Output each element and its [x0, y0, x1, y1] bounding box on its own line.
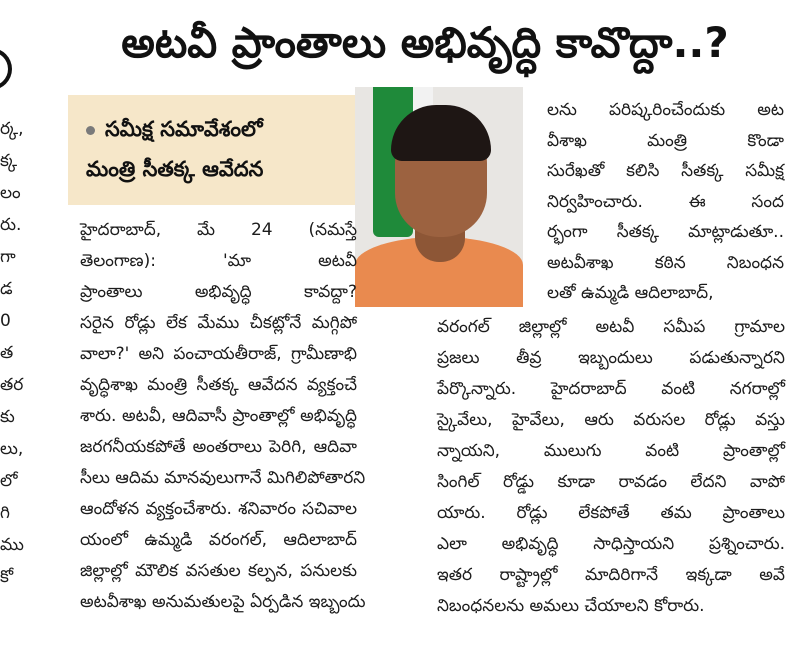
margin-fragment: ము: [0, 535, 24, 555]
text-line: స్కైవేలు, హైవేలు, ఆరు వరుసల రోడ్లు వస్తు: [437, 410, 785, 430]
text-line: జిల్లాల్లో మౌలిక వసతుల కల్పన, పనులకు: [80, 561, 357, 581]
text-line: సీలు ఆదిమ మానవులుగానే మిగిలిపోతారని: [80, 468, 366, 488]
bullet-icon: [86, 126, 95, 135]
text-line: నిర్వహించారు. ఈ సంద: [547, 191, 784, 212]
adjacent-article-fragment: [0, 0, 24, 646]
margin-fragment: రు.: [0, 215, 22, 235]
text-line: శారు. అటవీ, ఆదివాసీ ప్రాంతాల్లో అభివృద్ధి: [80, 406, 357, 426]
text-line: ఇతర రాష్ట్రాల్లో మాదిరిగానే ఇక్కడా అవే: [437, 565, 785, 585]
margin-fragment: గా: [0, 247, 16, 267]
margin-fragment: డ: [0, 279, 13, 299]
text-line: సింగిల్ రోడ్డు కూడా రావడం లేదని వాపో: [437, 472, 785, 492]
text-line: వీశాఖ మంత్రి కొండా: [547, 130, 784, 151]
text-line: లతో ఉమ్మడి ఆదిలాబాద్,: [547, 283, 714, 303]
margin-fragment: త: [0, 343, 14, 363]
margin-fragment: ర్క,: [0, 119, 24, 139]
text-line: న్నాయని, ములుగు వంటి ప్రాంతాల్లో: [437, 441, 785, 461]
margin-fragment: కో: [0, 567, 14, 587]
text-line: లను పరిష్కరించేందుకు అట: [547, 100, 784, 120]
article-headline: అటవీ ప్రాంతాలు అభివృద్ధి కావొద్దా..?: [121, 18, 729, 67]
margin-fragment: గి: [0, 503, 10, 523]
margin-fragment: కు: [0, 407, 15, 427]
margin-fragment: క్క: [0, 151, 18, 171]
subheading-line-2: మంత్రి సీతక్క ఆవేదన: [86, 157, 264, 181]
margin-fragment: లో: [0, 471, 18, 491]
text-line: నిబంధనలను అమలు చేయాలని కోరారు.: [437, 596, 705, 616]
minister-photo: [355, 87, 523, 298]
adjacent-headline-glyph: [0, 48, 12, 90]
text-line: ర్భంగా సీతక్క మాట్లాడుతూ..: [547, 222, 784, 242]
subheading-box: [68, 95, 355, 205]
text-line: తెలంగాణ): 'మా అటవీ: [80, 251, 357, 271]
text-line: జరగనీయకపోతే అంతరాలు పెరిగి, ఆదివా: [80, 437, 357, 457]
text-line: హైదరాబాద్, మే 24 (నమస్తే: [80, 220, 357, 240]
text-line: అటవీశాఖ అనుమతులపై ఏర్పడిన ఇబ్బందు: [80, 592, 366, 612]
text-line: ప్రాంతాలు అభివృద్ధి కావద్దా?: [80, 282, 357, 302]
text-line: ప్రజలు తీవ్ర ఇబ్బందులు పడుతున్నారని: [437, 348, 785, 368]
text-line: ఆందోళన వ్యక్తంచేశారు. శనివారం సచివాల: [80, 499, 357, 519]
margin-fragment: తర: [0, 375, 24, 395]
text-line: సరైన రోడ్లు లేక మేము చీకట్లోనే మగ్గిపో: [80, 313, 357, 333]
text-line: వాలా?' అని పంచాయతీరాజ్, గ్రామీణాభి: [80, 344, 357, 364]
text-line: పేర్కొన్నారు. హైదరాబాద్ వంటి నగరాల్లో: [437, 379, 785, 399]
text-line: వరంగల్ జిల్లాల్లో అటవీ సమీప గ్రామాల: [437, 317, 785, 337]
text-line: యంలో ఉమ్మడి వరంగల్, ఆదిలాబాద్: [80, 530, 357, 550]
text-line: అటవీశాఖ కఠిన నిబంధన: [547, 252, 784, 273]
margin-fragment: లం: [0, 183, 21, 203]
text-line: ఎలా అభివృద్ధి సాధిస్తాయని ప్రశ్నించారు.: [437, 534, 785, 554]
text-line: వృద్ధిశాఖ మంత్రి సీతక్క ఆవేదన వ్యక్తంచే: [80, 375, 357, 395]
margin-fragment: 0: [0, 311, 11, 331]
text-line: యారు. రోడ్లు లేకపోతే తమ ప్రాంతాలు: [437, 503, 785, 523]
margin-fragment: లు,: [0, 439, 24, 459]
subheading-line-1: సమీక్ష సమావేశంలో: [86, 114, 263, 144]
text-line: సురేఖతో కలిసి సీతక్క సమీక్ష: [547, 161, 784, 181]
